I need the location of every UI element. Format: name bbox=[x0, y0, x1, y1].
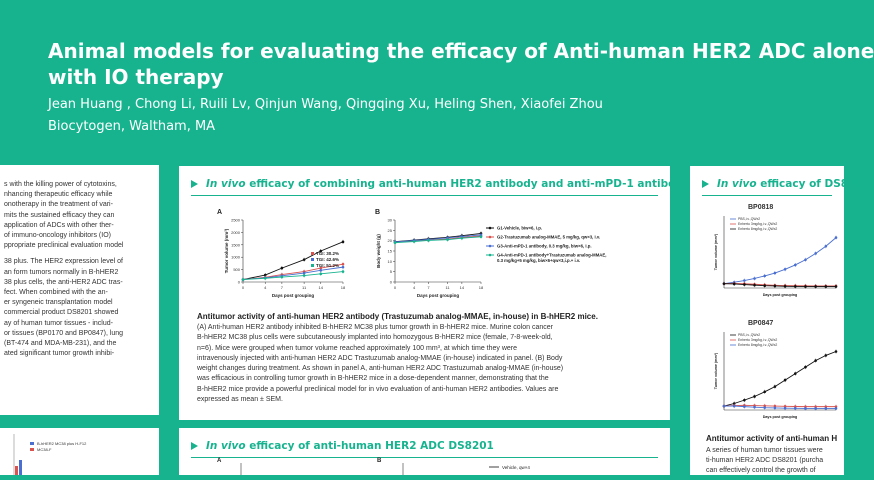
poster-title-line2: with IO therapy bbox=[48, 65, 224, 89]
right-caption bbox=[706, 446, 846, 476]
legend-marker bbox=[489, 236, 492, 239]
left-panel bbox=[0, 165, 159, 415]
legend-label: PBS,i.v.,QWx2 bbox=[738, 217, 761, 222]
left-paragraph-1-line: ppropriate preclinical evaluation model bbox=[4, 242, 124, 250]
center-caption-line: weight changes during treatment. As shown in panel A, anti-human HER2 ADC Trastuzumab analog-MMAE (in-house) bbox=[197, 365, 564, 373]
y-tick-label: 5 bbox=[389, 269, 392, 275]
left-panel-text bbox=[0, 165, 159, 359]
left-paragraph-2-line: fect. When combined with the an- bbox=[4, 289, 108, 297]
body-weight-legend bbox=[484, 222, 644, 282]
y-tick-label: 1500 bbox=[231, 242, 240, 248]
poster-header bbox=[48, 38, 874, 138]
series-line bbox=[724, 352, 836, 407]
x-axis-label: Days post grouping bbox=[762, 293, 798, 297]
tgi-annotation: TGI: 30.2% bbox=[316, 251, 340, 256]
left-panel-lower bbox=[0, 428, 159, 475]
legend-label: Enhertu 3mg/kg,i.v.,QWx2 bbox=[738, 222, 778, 227]
left-paragraph-1-line: nhancing therapeutic efficacy while bbox=[4, 191, 113, 199]
chart-b-label: B bbox=[375, 209, 381, 216]
center-caption bbox=[197, 323, 657, 405]
y-tick-label: 0 bbox=[389, 279, 392, 285]
y-tick-label: 2000 bbox=[231, 229, 240, 235]
left-paragraph-1-line: s with the killing power of cytotoxins, bbox=[4, 181, 117, 188]
legend-label: PBS,i.v.,QWx2 bbox=[738, 333, 761, 338]
x-axis-label: Days post grouping bbox=[416, 293, 460, 298]
left-paragraph-2-line: (BT-474 and MDA-MB-231), and the bbox=[4, 340, 117, 348]
left-paragraph-2-line: or tissues (BP0170 and BP0847), lung bbox=[4, 329, 124, 337]
x-tick-label: 14 bbox=[459, 285, 465, 290]
left-paragraph-1-line: of immuno-oncology inhibitors (IO) bbox=[4, 232, 111, 240]
left-paragraph-2-line: commercial product DS8201 showed bbox=[4, 309, 119, 317]
series-line bbox=[724, 238, 836, 284]
left-paragraph-2-line: ay of human tumor tissues - includ- bbox=[4, 319, 113, 327]
section-triangle-icon bbox=[702, 180, 709, 188]
legend-swatch-2 bbox=[30, 448, 34, 451]
bp0818-chart bbox=[690, 210, 844, 302]
divider bbox=[191, 195, 658, 196]
y-tick-label: 15 bbox=[387, 248, 392, 254]
legend-marker bbox=[489, 227, 492, 230]
series-line bbox=[395, 235, 481, 242]
legend-label-cont: 0.3 mg/kg+5 mg/kg, biw×6+qw×3,i.p.+ i.v. bbox=[497, 258, 581, 263]
right-caption-title: Antitumor activity of anti-human H bbox=[706, 434, 838, 443]
tgi-swatch bbox=[311, 258, 314, 261]
x-axis-label: Days post grouping bbox=[271, 293, 315, 298]
section-triangle-icon bbox=[191, 180, 198, 188]
center-caption-line: n=6). Mice were grouped when tumor volume reached approximately 100 mm³, at which time they were bbox=[197, 344, 518, 352]
y-tick-label: 2500 bbox=[231, 217, 240, 223]
center-panel bbox=[179, 166, 690, 420]
center-panel2-title: In vivo efficacy of anti-human HER2 ADC DS8201 bbox=[206, 440, 494, 452]
x-tick-label: 11 bbox=[445, 285, 450, 290]
tgi-swatch bbox=[311, 264, 314, 267]
legend-label: Enhertu 3mg/kg,i.v.,QWx2 bbox=[738, 338, 778, 343]
x-axis-label: Days post grouping bbox=[762, 415, 798, 419]
center-caption-line: B-hHER2 mice provide a powerful preclinical model for in vivo evaluation of anti-human HER2 antibodies. Values are bbox=[197, 385, 559, 393]
tumor-volume-chart bbox=[203, 204, 363, 314]
right-caption-line: can effectively control the growth of bbox=[706, 467, 816, 474]
center-panel-lower bbox=[179, 428, 670, 475]
y-axis-label: Tumor volume (mm³) bbox=[714, 233, 718, 271]
y-axis-label: Body weight (g) bbox=[376, 234, 381, 268]
y-tick-label: 1000 bbox=[231, 254, 240, 260]
right-caption-line: ti-human HER2 ADC DS8201 (purcha bbox=[706, 457, 824, 464]
y-axis-label: Tumor volume (mm³) bbox=[224, 228, 229, 274]
y-tick-label: 0 bbox=[237, 279, 240, 285]
left-paragraph-1 bbox=[4, 180, 153, 251]
legend-label: Enhertu 8mg/kg,i.v.,QWx2 bbox=[738, 227, 778, 232]
x-tick-label: 0 bbox=[393, 285, 397, 290]
left-paragraph-2-line: ated significant tumor growth inhibi- bbox=[4, 350, 115, 358]
legend-label: G1-Vehicle, biw×6, i.p. bbox=[497, 225, 543, 231]
divider bbox=[702, 195, 832, 196]
center-caption-line: intravenously injected with anti-human HER2 ADC Trastuzumab analog-MMAE (in-house) indicated in panel. (B) Body bbox=[197, 354, 563, 362]
legend-label: Vehicle, qw×4 bbox=[502, 465, 530, 470]
left-paragraph-2-line: 38 plus cells, the anti-HER2 ADC tras- bbox=[4, 278, 123, 286]
legend-label-2: MC38-F bbox=[37, 447, 52, 452]
left-lower-chart bbox=[0, 428, 159, 475]
bar bbox=[19, 460, 22, 475]
x-tick-label: 0 bbox=[241, 285, 245, 290]
chart-title-bp0818: BP0818 bbox=[748, 204, 774, 211]
left-paragraph-1-line: application of ADCs with other ther- bbox=[4, 221, 114, 229]
left-paragraph-1-line: mits the sustained efficacy they can bbox=[4, 211, 115, 219]
y-tick-label: 20 bbox=[387, 238, 392, 244]
right-panel-title: In vivo efficacy of DS820 bbox=[717, 178, 863, 190]
tgi-annotation: TGI: 51.2% bbox=[316, 263, 340, 268]
legend-label: G2-Trastuzumab analog-MMAE, 5 mg/kg, qw×3, i.v. bbox=[497, 234, 601, 240]
x-tick-label: 11 bbox=[302, 285, 307, 290]
poster-title-line1: Animal models for evaluating the efficacy of Anti-human HER2 ADC alone bbox=[48, 39, 874, 63]
legend-label: Enhertu 8mg/kg,i.v.,QWx2 bbox=[738, 343, 778, 348]
x-tick-label: 7 bbox=[280, 285, 284, 290]
legend-label-1: B-hHER2 MC38 plus H-F12 bbox=[37, 441, 87, 446]
chart-title-bp0847: BP0847 bbox=[748, 320, 774, 327]
y-tick-label: 10 bbox=[387, 258, 392, 264]
y-tick-label: 500 bbox=[233, 267, 240, 273]
y-tick-label: 25 bbox=[387, 227, 392, 233]
legend-swatch-1 bbox=[30, 442, 34, 445]
center-lower-charts bbox=[179, 455, 670, 475]
x-tick-label: 4 bbox=[264, 285, 267, 290]
section-triangle-icon bbox=[191, 442, 198, 450]
bar bbox=[15, 466, 18, 475]
left-paragraph-2-line: er syngeneic transplantation model bbox=[4, 299, 113, 307]
center-panel-title: In vivo efficacy of combining anti-human HER2 antibody and anti-mPD-1 antibody bbox=[206, 178, 690, 190]
left-paragraph-2-line: an form tumors normally in B-hHER2 bbox=[4, 268, 119, 276]
tgi-swatch bbox=[311, 252, 314, 255]
chart-a-label: A bbox=[217, 209, 223, 216]
y-axis-label: Tumor volume (mm³) bbox=[714, 352, 718, 390]
x-tick-label: 7 bbox=[427, 285, 430, 290]
bp0847-chart bbox=[690, 326, 844, 426]
x-tick-label: 4 bbox=[412, 285, 416, 290]
authors: Jean Huang , Chong Li, Ruili Lv, Qinjun Wang, Qingqing Xu, Heling Shen, Xiaofei Zhou bbox=[48, 97, 603, 112]
right-caption-line: A series of human tumor tissues were bbox=[706, 447, 823, 454]
affiliation: Biocytogen, Waltham, MA bbox=[48, 119, 216, 134]
y-tick-label: 30 bbox=[387, 217, 392, 223]
center-caption-line: expressed as mean ± SEM. bbox=[197, 396, 283, 404]
left-paragraph-1-line: onotherapy in the treatment of vari- bbox=[4, 201, 113, 209]
x-tick-label: 18 bbox=[478, 285, 484, 290]
left-paragraph-2 bbox=[4, 257, 153, 359]
legend-marker bbox=[489, 245, 492, 248]
center-caption-line: (A) Anti-human HER2 antibody inhibited B-hHER2 MC38 plus tumor growth in B-hHER2 mice. Murine colon cancer bbox=[197, 324, 553, 331]
legend-label: G4-Anti-mPD-1 antibody+Trastuzumab analog-MMAE, bbox=[497, 252, 607, 258]
tgi-annotation: TGI: 42.6% bbox=[316, 257, 340, 262]
legend-marker bbox=[489, 254, 492, 257]
x-tick-label: 14 bbox=[318, 285, 324, 290]
center-caption-line: B-hHER2 MC38 plus cells were subcutaneously implanted into homozygous B-hHER2 mice (female, 7-8-week-old, bbox=[197, 334, 553, 342]
left-paragraph-2-line: 38 plus. The HER2 expression level of bbox=[4, 258, 123, 266]
center-caption-line: was efficacious in controlling tumor growth in B-hHER2 mice in a dose-dependent manner, demonstrating that the bbox=[197, 375, 549, 383]
legend-label: G3-Anti-mPD-1 antibody, 0.3 mg/kg, biw×6, i.p. bbox=[497, 243, 592, 249]
chart-b-label: B bbox=[377, 458, 382, 464]
right-panel bbox=[690, 166, 863, 475]
chart-a-label: A bbox=[217, 458, 222, 464]
center-caption-title: Antitumor activity of anti-human HER2 antibody (Trastuzumab analog-MMAE, in-house) in B-hHER2 mice. bbox=[197, 312, 598, 321]
x-tick-label: 18 bbox=[340, 285, 346, 290]
